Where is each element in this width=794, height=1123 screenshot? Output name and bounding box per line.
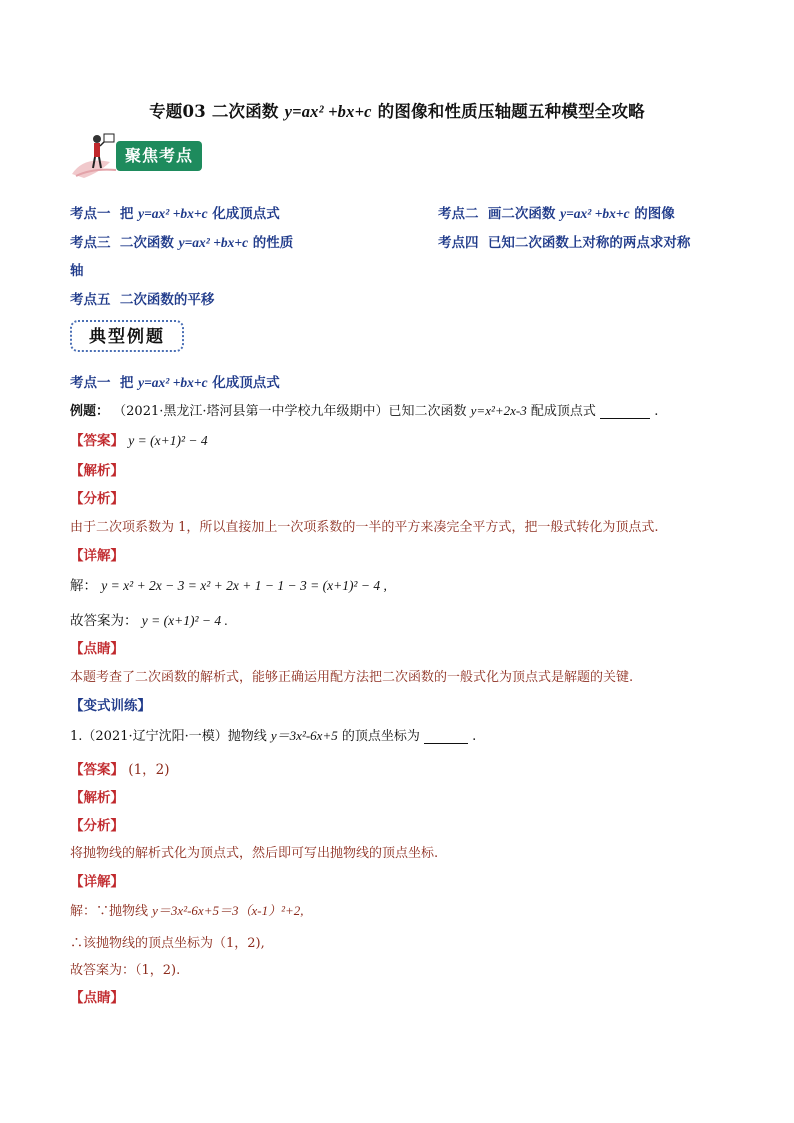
answer-blank-2 bbox=[424, 743, 468, 744]
toc-item-2-label: 考点二 bbox=[438, 206, 479, 222]
variant-question-1-end: . bbox=[472, 729, 477, 744]
analysis-label-2: 【解析】 bbox=[70, 790, 124, 806]
answer-1-label: 【答案】 bbox=[70, 433, 124, 449]
variant-question-1-text: 1.（2021·辽宁沈阳·一模）抛物线 bbox=[70, 729, 267, 744]
answer-1-value: y = (x+1)² − 4 bbox=[128, 433, 208, 448]
variant-question-1-formula: y＝3x²-6x+5 bbox=[270, 728, 338, 743]
toc-item-2-text: 画二次函数 bbox=[487, 206, 556, 222]
toc-item-4-continuation: 轴 bbox=[70, 263, 84, 279]
example-text-post: 配成顶点式 bbox=[530, 404, 596, 419]
detail-2-formula: y＝3x²-6x+5＝3（x-1）²+2, bbox=[152, 903, 304, 918]
title-suffix: 的图像和性质压轴题五种模型全攻略 bbox=[377, 102, 645, 121]
dianjing-label-2: 【点睛】 bbox=[70, 990, 124, 1006]
section-heading-1-label: 考点一 bbox=[70, 375, 111, 391]
toc-item-2 bbox=[438, 202, 675, 222]
answer-2-value: (1，2) bbox=[128, 762, 170, 778]
example-formula: y=x²+2x-3 bbox=[470, 403, 527, 418]
section-heading-1-text-post: 化成顶点式 bbox=[212, 375, 280, 391]
section-heading-1-text: 把 bbox=[119, 375, 134, 391]
toc-item-3-text-post: 的性质 bbox=[252, 235, 294, 251]
toc-item-1-text: 把 bbox=[119, 206, 134, 222]
detail-1-prefix: 解： bbox=[70, 578, 97, 594]
toc-item-4-label: 考点四 bbox=[438, 235, 479, 251]
conclusion-1-prefix: 故答案为： bbox=[70, 613, 138, 629]
example-text: （2021·黑龙江·塔河县第一中学校九年级期中）已知二次函数 bbox=[113, 404, 467, 419]
page-title bbox=[0, 98, 794, 122]
toc-item-3 bbox=[70, 231, 293, 251]
toc-item-2-formula: y=ax² +bx+c bbox=[560, 206, 630, 221]
example-label: 例题： bbox=[70, 404, 110, 419]
toc-item-4-text: 已知二次函数上对称的两点求对称 bbox=[487, 235, 691, 251]
variant-question-1 bbox=[70, 725, 476, 744]
section-heading-1 bbox=[70, 371, 280, 391]
toc-item-3-formula: y=ax² +bx+c bbox=[178, 235, 249, 250]
toc-item-5-label: 考点五 bbox=[70, 292, 111, 308]
conclusion-1-math: y = (x+1)² − 4 . bbox=[141, 613, 228, 628]
toc-item-4 bbox=[438, 231, 690, 251]
toc-item-3-label: 考点三 bbox=[70, 235, 111, 251]
answer-blank bbox=[600, 418, 650, 419]
example-question bbox=[70, 400, 658, 419]
banner-label: 聚焦考点 bbox=[116, 141, 202, 171]
conclusion-1 bbox=[70, 609, 228, 629]
fenxi-label-2: 【分析】 bbox=[70, 818, 124, 834]
dianjing-text-1: 本题考查了二次函数的解析式，能够正确运用配方法把二次函数的一般式化为顶点式是解题的关键. bbox=[70, 670, 634, 685]
toc-item-5 bbox=[70, 288, 214, 308]
answer-2 bbox=[70, 758, 170, 778]
answer-1 bbox=[70, 429, 208, 449]
typical-examples-box bbox=[70, 320, 184, 352]
dianjing-label-1: 【点睛】 bbox=[70, 641, 124, 657]
focus-points-banner bbox=[70, 132, 204, 182]
detail-label-2: 【详解】 bbox=[70, 874, 124, 890]
fenxi-text-2: 将抛物线的解析式化为顶点式，然后即可写出抛物线的顶点坐标. bbox=[70, 846, 439, 861]
example-end: . bbox=[654, 404, 659, 419]
conclusion-2: 故答案为：（1，2). bbox=[70, 963, 181, 978]
toc-item-1-text-post: 化成顶点式 bbox=[212, 206, 280, 222]
variant-question-1-text-post: 的顶点坐标为 bbox=[341, 729, 420, 744]
variant-training-label: 【变式训练】 bbox=[70, 698, 151, 714]
analysis-label-1: 【解析】 bbox=[70, 463, 124, 479]
toc-item-1-label: 考点一 bbox=[70, 206, 111, 222]
detail-1-math: y = x² + 2x − 3 = x² + 2x + 1 − 1 − 3 = (x+1)² − 4 , bbox=[101, 578, 387, 593]
title-formula: y=ax² +bx+c bbox=[284, 102, 372, 121]
fenxi-text-1: 由于二次项系数为 1，所以直接加上一次项系数的一半的平方来凑完全平方式，把一般式转化为顶点式. bbox=[70, 520, 659, 535]
title-prefix: 专题03 二次函数 bbox=[149, 102, 279, 121]
toc-item-2-text-post: 的图像 bbox=[634, 206, 675, 222]
typical-examples-label: 典型例题 bbox=[89, 327, 165, 347]
answer-2-label: 【答案】 bbox=[70, 762, 124, 778]
detail-text-1 bbox=[70, 574, 387, 594]
toc-item-5-text: 二次函数的平移 bbox=[119, 292, 215, 308]
detail-text-2b: ∴该抛物线的顶点坐标为（1，2), bbox=[70, 936, 265, 951]
detail-text-2 bbox=[70, 900, 304, 919]
toc-item-3-text: 二次函数 bbox=[119, 235, 174, 251]
fenxi-label-1: 【分析】 bbox=[70, 491, 124, 507]
toc-item-1-formula: y=ax² +bx+c bbox=[138, 206, 208, 221]
detail-2-prefix: 解：∵抛物线 bbox=[70, 904, 149, 919]
detail-label-1: 【详解】 bbox=[70, 548, 124, 564]
section-heading-1-formula: y=ax² +bx+c bbox=[138, 375, 208, 390]
toc-item-1 bbox=[70, 202, 280, 222]
